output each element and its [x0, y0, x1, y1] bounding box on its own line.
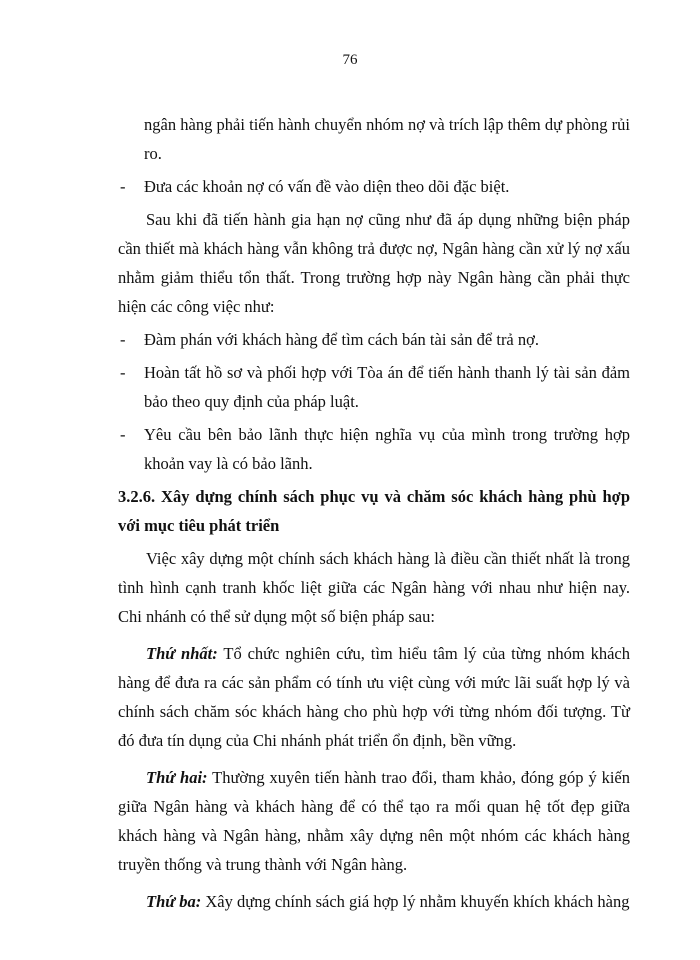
- paragraph-lead: Thứ hai:: [146, 768, 208, 787]
- paragraph-lead: Thứ ba:: [146, 892, 202, 911]
- paragraph: [118, 763, 630, 879]
- bullet-text: Hoàn tất hồ sơ và phối hợp với Tòa án để tiến hành thanh lý tài sản đảm bảo theo quy định của pháp luật.: [144, 363, 630, 411]
- bullet-marker: -: [120, 177, 126, 196]
- paragraph-text: Thường xuyên tiến hành trao đổi, tham khảo, đóng góp ý kiến giữa Ngân hàng và khách hàng để có thể tạo ra mối quan hệ tốt đẹp giữa khách hàng và Ngân hàng, nhằm xây dựng nên một nhóm các khách hàng truyền thống và trung thành với Ngân hàng.: [118, 768, 630, 874]
- paragraph-text: Tổ chức nghiên cứu, tìm hiểu tâm lý của từng nhóm khách hàng để đưa ra các sản phẩm có tính ưu việt cùng với mức lãi suất hợp lý và chính sách chăm sóc khách hàng cho phù hợp với từng nhóm đối tượng. Từ đó đưa tín dụng của Chi nhánh phát triển ổn định, bền vững.: [118, 644, 631, 750]
- bullet-text: Đưa các khoản nợ có vấn đề vào diện theo dõi đặc biệt.: [144, 177, 510, 196]
- bullet-marker: -: [120, 330, 126, 349]
- paragraph-lead: Thứ nhất:: [146, 644, 218, 663]
- section-heading: 3.2.6. Xây dựng chính sách phục vụ và chăm sóc khách hàng phù hợp với mục tiêu phát triển: [118, 487, 630, 535]
- paragraph: [118, 887, 630, 916]
- paragraph-text: Xây dựng chính sách giá hợp lý nhằm khuyến khích khách hàng: [201, 892, 630, 911]
- page-number: 76: [342, 52, 358, 68]
- bullet-text: Yêu cầu bên bảo lãnh thực hiện nghĩa vụ của mình trong trường hợp khoản vay là có bảo lãnh.: [144, 425, 630, 473]
- paragraph-continuation: ngân hàng phải tiến hành chuyển nhóm nợ và trích lập thêm dự phòng rủi ro.: [144, 115, 630, 163]
- bullet-marker: -: [120, 425, 126, 444]
- bullet-item: [118, 420, 630, 478]
- bullet-item: [118, 172, 630, 201]
- paragraph: Việc xây dựng một chính sách khách hàng là điều cần thiết nhất là trong tình hình cạnh tranh khốc liệt giữa các Ngân hàng với nhau như hiện nay. Chi nhánh có thể sử dụng một số biện pháp sau:: [118, 549, 630, 626]
- page-content: [118, 110, 630, 916]
- bullet-text: Đàm phán với khách hàng để tìm cách bán tài sản để trả nợ.: [144, 330, 539, 349]
- bullet-item: [118, 325, 630, 354]
- bullet-item: [118, 358, 630, 416]
- paragraph: [118, 639, 630, 755]
- paragraph: Sau khi đã tiến hành gia hạn nợ cũng như đã áp dụng những biện pháp cần thiết mà khách hàng vẫn không trả được nợ, Ngân hàng cần xử lý nợ xấu nhằm giảm thiểu tổn thất. Trong trường hợp này Ngân hàng cần phải thực hiện các công việc như:: [118, 210, 630, 316]
- bullet-marker: -: [120, 363, 126, 382]
